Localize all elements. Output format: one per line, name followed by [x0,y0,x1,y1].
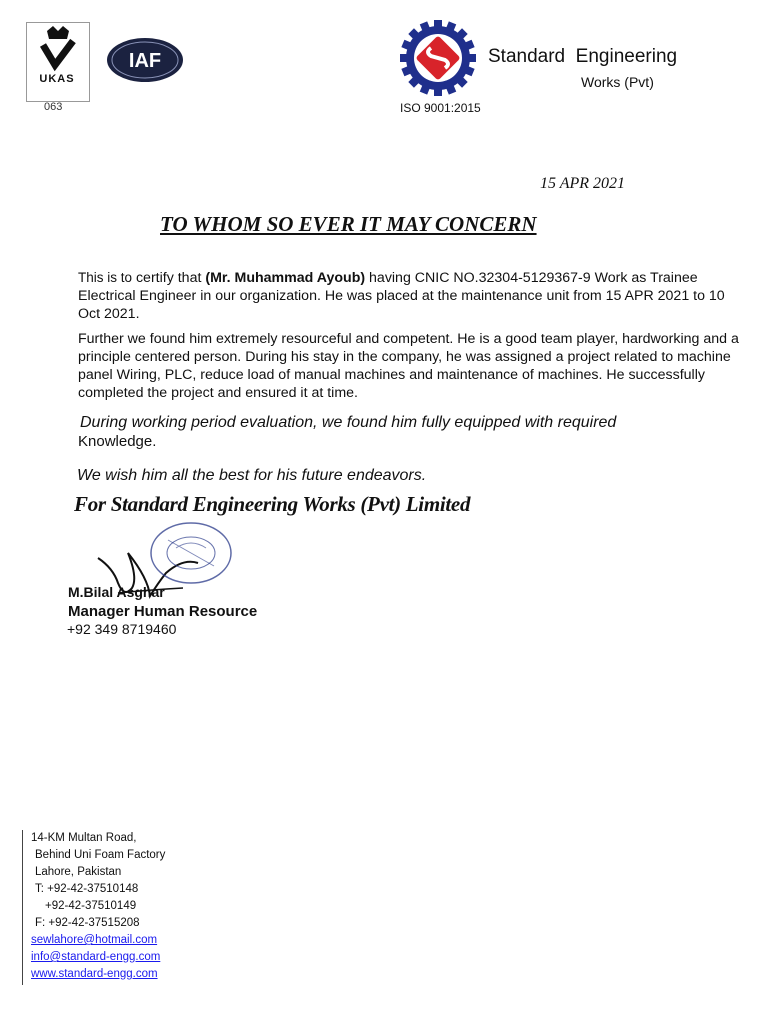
website-link[interactable]: www.standard-engg.com [31,968,158,980]
employee-name: (Mr. Muhammad Ayoub) [205,270,366,286]
email-link-hotmail[interactable]: sewlahore@hotmail.com [31,934,158,946]
crown-check-icon [27,23,89,75]
p1-lead: This is to [78,270,133,285]
iaf-logo [106,37,184,83]
paragraph-assessment: Further we found him extremely resourceful and competent. He is a good team player, hardworking and a principle centered person. During his stay in the company, he was assigned a project related to machine panel Wiring, PLC, reduce load of manual machines and maintenance of machines. He successfully completed the project and ensured it at time. [78,331,739,401]
p1-text-a: certify that [132,270,206,286]
company-stamp-image [146,518,236,588]
email-link-info[interactable]: info@standard-engg.com [31,951,161,963]
telephone-1: T: +92-42-37510148 [35,883,139,895]
address-line: Lahore, Pakistan [35,866,122,878]
address-line: 14-KM Multan Road, [31,832,137,844]
letter-title: TO WHOM SO EVER IT MAY CONCERN [160,212,537,236]
p3-italic: During working period evaluation, we found him fully equipped with required [80,414,617,431]
address-block [22,830,165,985]
p3-rest: Knowledge. [78,433,157,450]
signer-title: Manager Human Resource [68,603,258,620]
iaf-label: IAF [128,50,162,72]
p1-text-b: having CNIC NO.32304-5129367-9 Work as Trainee Electrical Engineer in our organization. He was placed at the maintenance unit from 15 APR 2021 to 10 Oct 2021. [78,270,725,322]
paragraph-wishes: We wish him all the best for his future endeavors. [77,467,427,484]
letter-date: 15 APR 2021 [540,175,626,192]
signer-name: M.Bilal Asghar [68,584,165,600]
gear-logo-icon [398,18,478,98]
telephone-2: +92-42-37510149 [45,900,137,912]
ukas-label: UKAS [39,73,75,85]
iso-certification: ISO 9001:2015 [400,101,481,115]
ukas-number: 063 [44,101,63,113]
signer-phone: +92 349 8719460 [67,621,177,637]
company-sign-off: For Standard Engineering Works (Pvt) Limited [74,492,471,516]
ukas-logo [26,22,90,102]
paragraph-evaluation [78,413,750,451]
paragraph-certification [78,269,750,323]
company-subtitle: Works (Pvt) [581,74,654,90]
address-line: Behind Uni Foam Factory [35,849,166,861]
fax-number: F: +92-42-37515208 [35,917,140,929]
company-name: Standard Engineering [488,46,678,67]
